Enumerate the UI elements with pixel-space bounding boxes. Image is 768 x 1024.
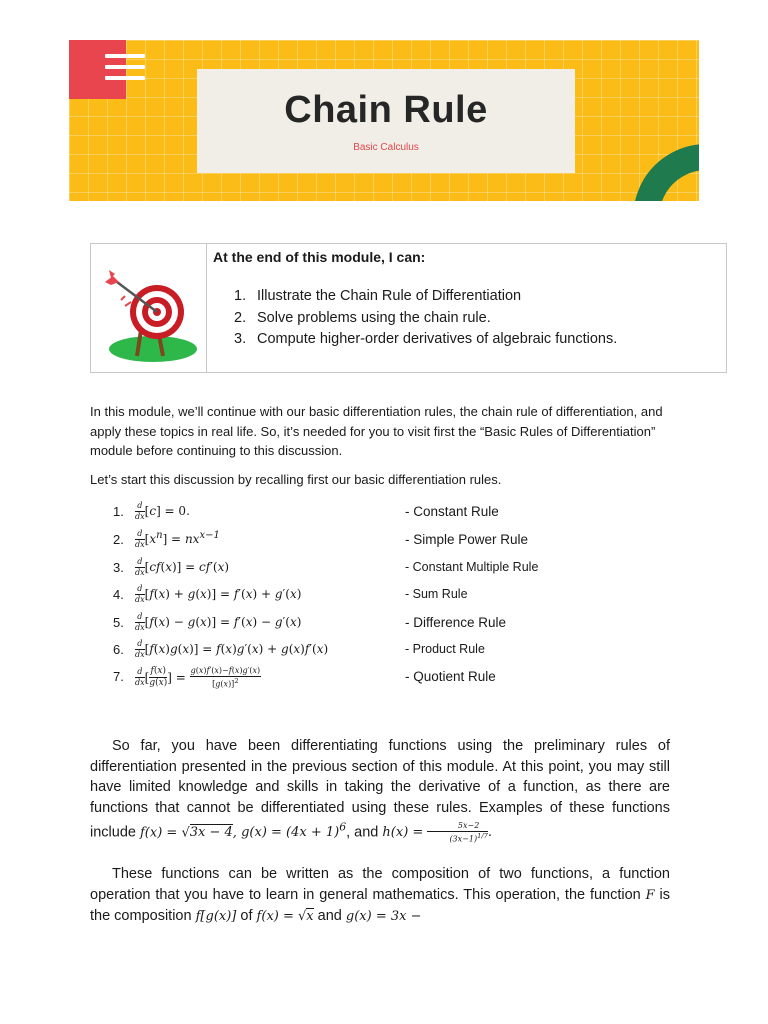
hamburger-menu-icon[interactable] <box>105 54 145 82</box>
rule-constant: 1. $\frac{d}{dx}$ [c] = 0. - Constant Rule <box>113 501 499 521</box>
objectives-box <box>90 243 727 373</box>
rule-simple-power: 2. $\frac{d}{dx}$ $[x^n] = nx^{x-1}$ - Simple Power Rule <box>113 529 529 549</box>
recall-paragraph: Let’s start this discussion by recalling first our basic differentiation rules. <box>90 472 502 487</box>
formula: $\frac{d}{dx}$ [c] = 0. <box>135 501 190 521</box>
title-card <box>197 69 575 173</box>
title-banner <box>69 40 699 201</box>
formula: $\frac{d}{dx}$ $[x^n] = nx^{x-1}$ <box>135 529 220 549</box>
objective-item: 2. Solve problems using the chain rule. <box>234 309 491 326</box>
formula: $\frac{d}{dx}$ [f(x)g(x)] = f(x)g′(x) + g(x)f′(x) <box>135 639 329 659</box>
formula: $\frac{d}{dx}$ [f(x) + g(x)] = f′(x) + g′(x) <box>135 584 302 604</box>
rule-constant-multiple: 3. $\frac{d}{dx}$ [cf(x)] = cf′(x) - Constant Multiple Rule <box>113 557 539 577</box>
page-title: Chain Rule <box>284 89 488 131</box>
inline-math: F <box>645 887 655 903</box>
inline-math: $g(x) = (4x + 1)^6$ <box>241 821 347 841</box>
formula: $\frac{d}{dx}$ [f(x) − g(x)] = f′(x) − g′(x) <box>135 612 302 632</box>
rule-product: 6. $\frac{d}{dx}$ [f(x)g(x)] = f(x)g′(x) + g(x)f′(x) - Product Rule <box>113 639 485 659</box>
objective-item: 3. Compute higher-order derivatives of algebraic functions. <box>234 331 618 347</box>
objective-item: 1. Illustrate the Chain Rule of Differentiation <box>234 288 522 304</box>
inline-math: f(x) = √x <box>256 909 314 924</box>
page-subtitle: Basic Calculus <box>353 142 419 153</box>
intro-paragraph: In this module, we’ll continue with our basic differentiation rules, the chain rule of differentiation, and apply these topics in real life. So, it’s needed for you to visit first the “Basic Rules of Differentiation” module before continuing to this discussion. <box>90 404 663 458</box>
inline-math: f(x) = √3x − 4, <box>139 825 242 841</box>
rule-difference: 5. $\frac{d}{dx}$ [f(x) − g(x)] = f′(x) − g′(x) - Difference Rule <box>113 612 507 632</box>
inline-math: g(x) = 3x − <box>345 909 422 924</box>
formula: $\frac{d}{dx}$ [ $\frac{f(x)}{g(x)}$ ] = $\frac{g(x)f'(x)-f(x)g'(x)}{[g(x)]^2}$ <box>135 666 261 689</box>
body-paragraph-2: These functions can be written as the composition of two functions, a function operation that you have to learn in general mathematics. This operation, the function F is the composition f[g(x)] of f(x) = √x and g(x) = 3x − <box>90 866 670 924</box>
objectives-list <box>234 286 617 351</box>
body-paragraph-1: So far, you have been differentiating functions using the preliminary rules of differentiation presented in the previous section of this module. At this point, you may still have limited knowledge and skills in taking the derivative of a function, as there are functions that cannot be differentiated using these rules. Examples of these functions include f(x) = √3x − 4, $g(x) = (4x + 1)^6$, and h(x) = $\frac{5x-2}{(3x-1)^{1/7}}$ . <box>90 738 670 844</box>
formula: $\frac{d}{dx}$ [cf(x)] = cf′(x) <box>135 557 230 577</box>
objectives-image <box>91 244 207 372</box>
target-with-arrow-icon <box>91 244 206 372</box>
rule-quotient: 7. $\frac{d}{dx}$ [ $\frac{f(x)}{g(x)}$ ] = $\frac{g(x)f'(x)-f(x)g'(x)}{[g(x)]^2}$ - Quotient Rule <box>113 666 496 689</box>
inline-math: f[g(x)] <box>195 909 237 924</box>
inline-math: h(x) = $\frac{5x-2}{(3x-1)^{1/7}}$ . <box>382 821 492 844</box>
rule-sum: 4. $\frac{d}{dx}$ [f(x) + g(x)] = f′(x) + g′(x) - Sum Rule <box>113 584 468 604</box>
objectives-heading: At the end of this module, I can: <box>213 249 426 265</box>
green-arc-decoration <box>629 125 699 201</box>
